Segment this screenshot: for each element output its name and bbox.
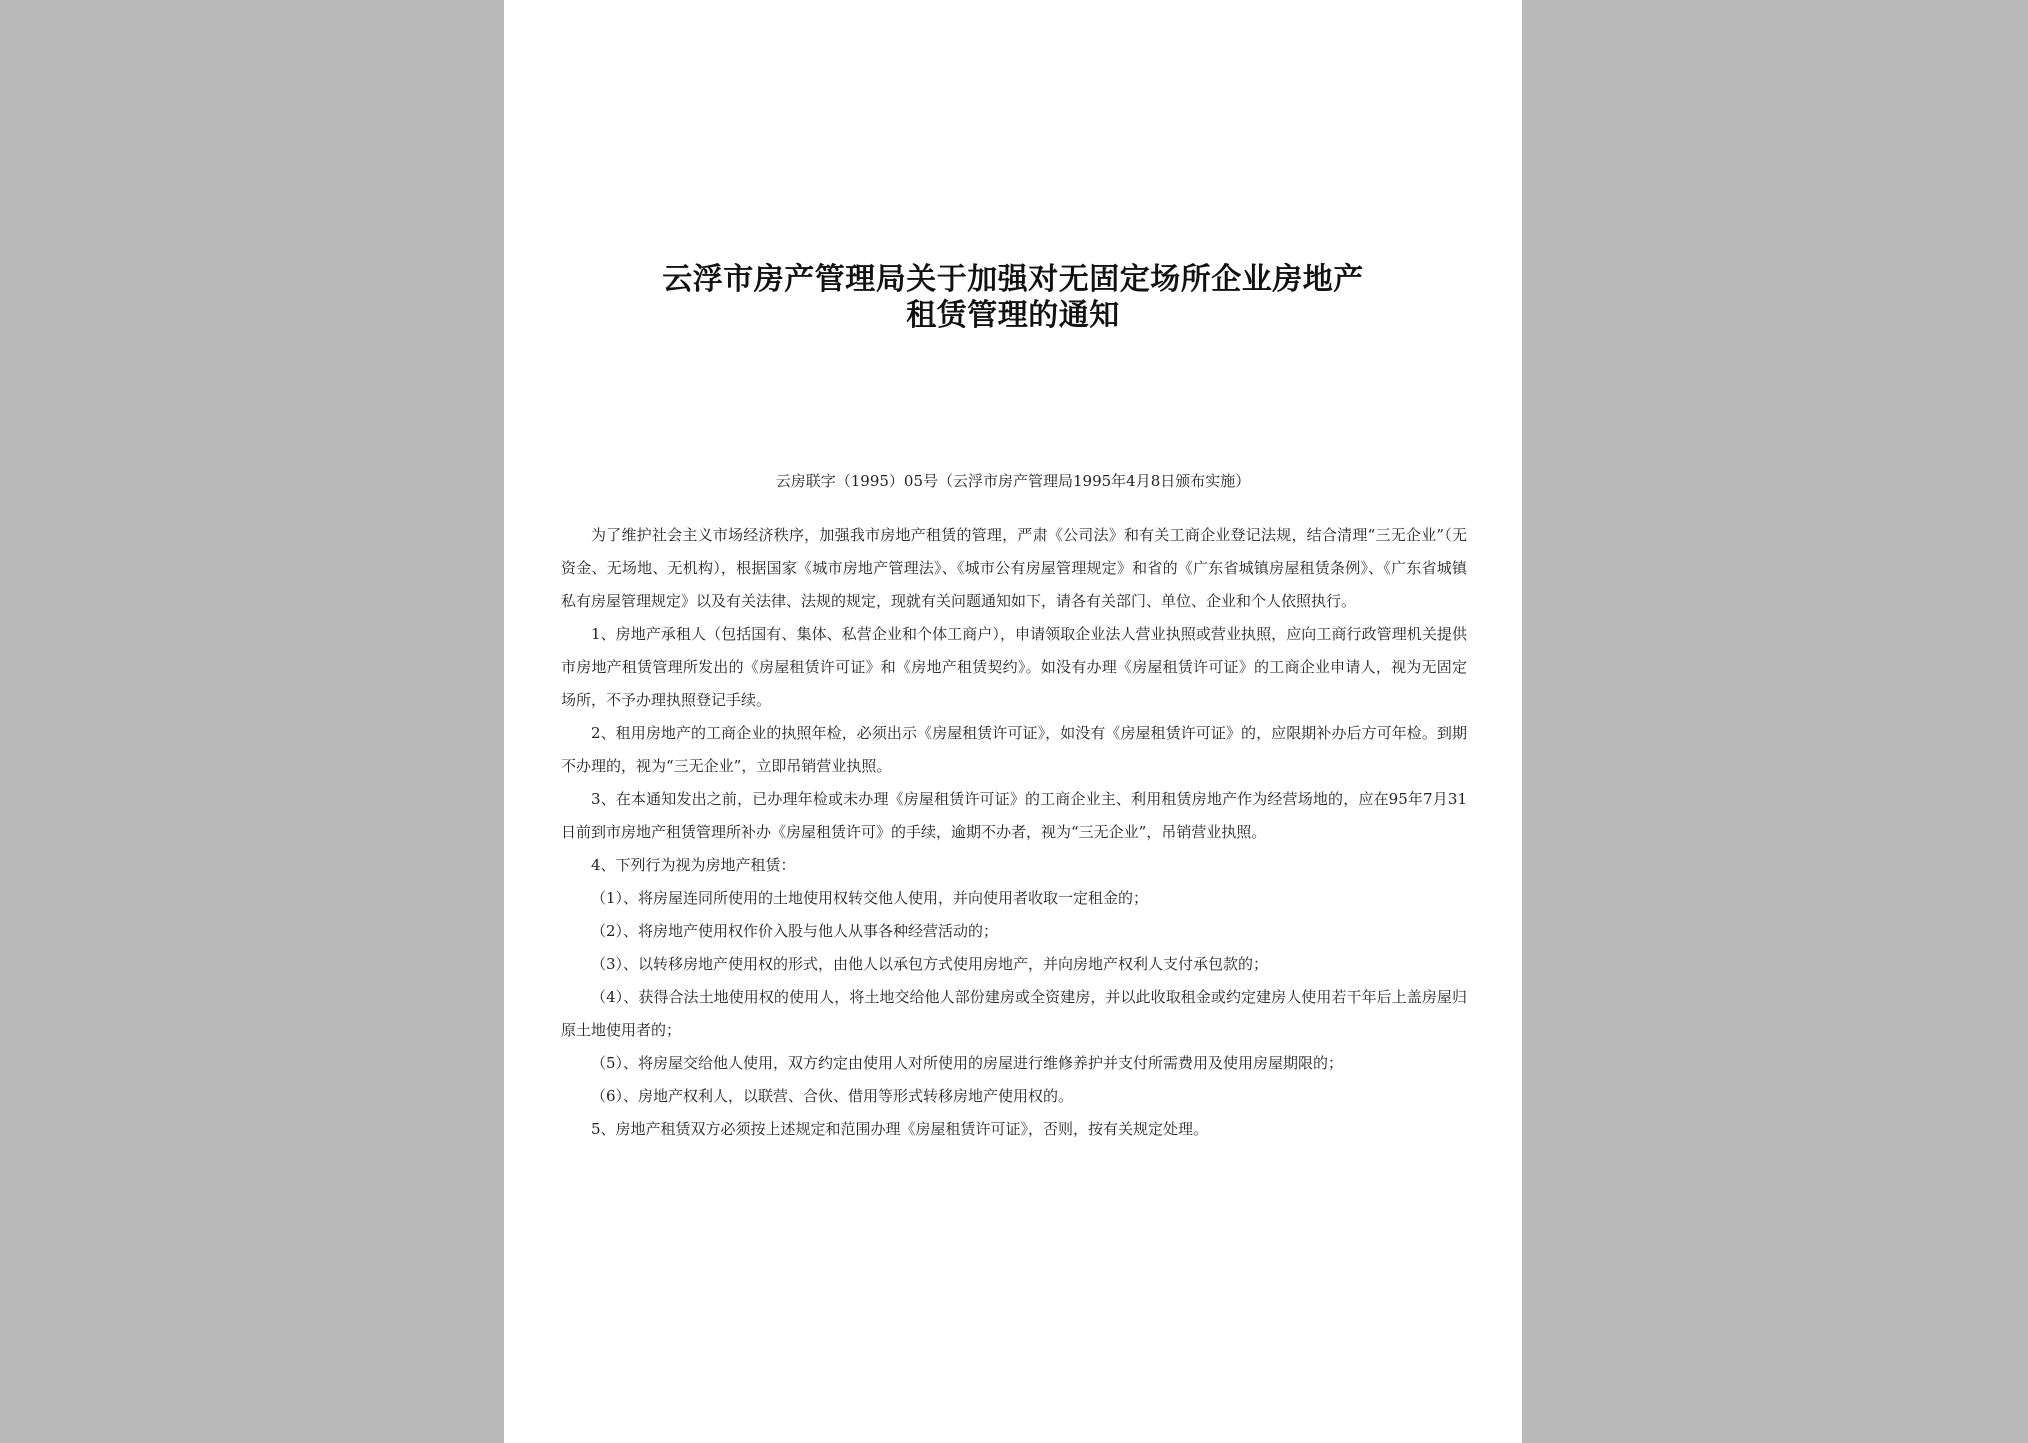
paragraph-item-1: 1、房地产承租人（包括国有、集体、私营企业和个体工商户），申请领取企业法人营业执照或营业执照，应向工商行政管理机关提供市房地产租赁管理所发出的《房屋租赁许可证》和《房地产租赁契约》。如没有办理《房屋租赁许可证》的工商企业申请人，视为无固定场所，不予办理执照登记手续。 <box>561 625 1467 709</box>
paragraph-item-5: 5、房地产租赁双方必须按上述规定和范围办理《房屋租赁许可证》，否则，按有关规定处理。 <box>591 1120 1209 1138</box>
paragraph-item-3: 3、在本通知发出之前，已办理年检或未办理《房屋租赁许可证》的工商企业主、利用租赁房地产作为经营场地的，应在95年7月31日前到市房地产租赁管理所补办《房屋租赁许可》的手续，逾期不办者，视为“三无企业”，吊销营业执照。 <box>561 790 1467 841</box>
paragraph-subitem-3: （3）、以转移房地产使用权的形式，由他人以承包方式使用房地产，并向房地产权利人支付承包款的； <box>591 955 1269 973</box>
paragraph-item-4: 4、下列行为视为房地产租赁： <box>591 856 796 874</box>
paragraph-subitem-4: （4）、获得合法土地使用权的使用人，将土地交给他人部份建房或全资建房，并以此收取租金或约定建房人使用若干年后上盖房屋归原土地使用者的； <box>561 988 1467 1039</box>
paragraph-item-2: 2、租用房地产的工商企业的执照年检，必须出示《房屋租赁许可证》，如没有《房屋租赁许可证》的，应限期补办后方可年检。到期不办理的，视为“三无企业”，立即吊销营业执照。 <box>561 724 1467 775</box>
document-page <box>504 0 1522 1443</box>
title-line-2: 租赁管理的通知 <box>906 298 1120 333</box>
paragraph-subitem-1: （1）、将房屋连同所使用的土地使用权转交他人使用，并向使用者收取一定租金的； <box>591 889 1149 907</box>
document-title <box>504 262 1522 334</box>
document-body <box>561 519 1467 1146</box>
paragraph-intro: 为了维护社会主义市场经济秩序，加强我市房地产租赁的管理，严肃《公司法》和有关工商企业登记法规，结合清理“三无企业”（无资金、无场地、无机构），根据国家《城市房地产管理法》、《城市公有房屋管理规定》和省的《广东省城镇房屋租赁条例》、《广东省城镇私有房屋管理规定》以及有关法律、法规的规定，现就有关问题通知如下，请各有关部门、单位、企业和个人依照执行。 <box>561 526 1467 610</box>
title-line-1: 云浮市房产管理局关于加强对无固定场所企业房地产 <box>662 262 1364 297</box>
paragraph-subitem-6: （6）、房地产权利人，以联营、合伙、借用等形式转移房地产使用权的。 <box>591 1087 1074 1105</box>
paragraph-subitem-5: （5）、将房屋交给他人使用，双方约定由使用人对所使用的房屋进行维修养护并支付所需费用及使用房屋期限的； <box>591 1054 1344 1072</box>
document-number: 云房联字（1995）05号（云浮市房产管理局1995年4月8日颁布实施） <box>775 472 1251 490</box>
paragraph-subitem-2: （2）、将房地产使用权作价入股与他人从事各种经营活动的； <box>591 922 999 940</box>
